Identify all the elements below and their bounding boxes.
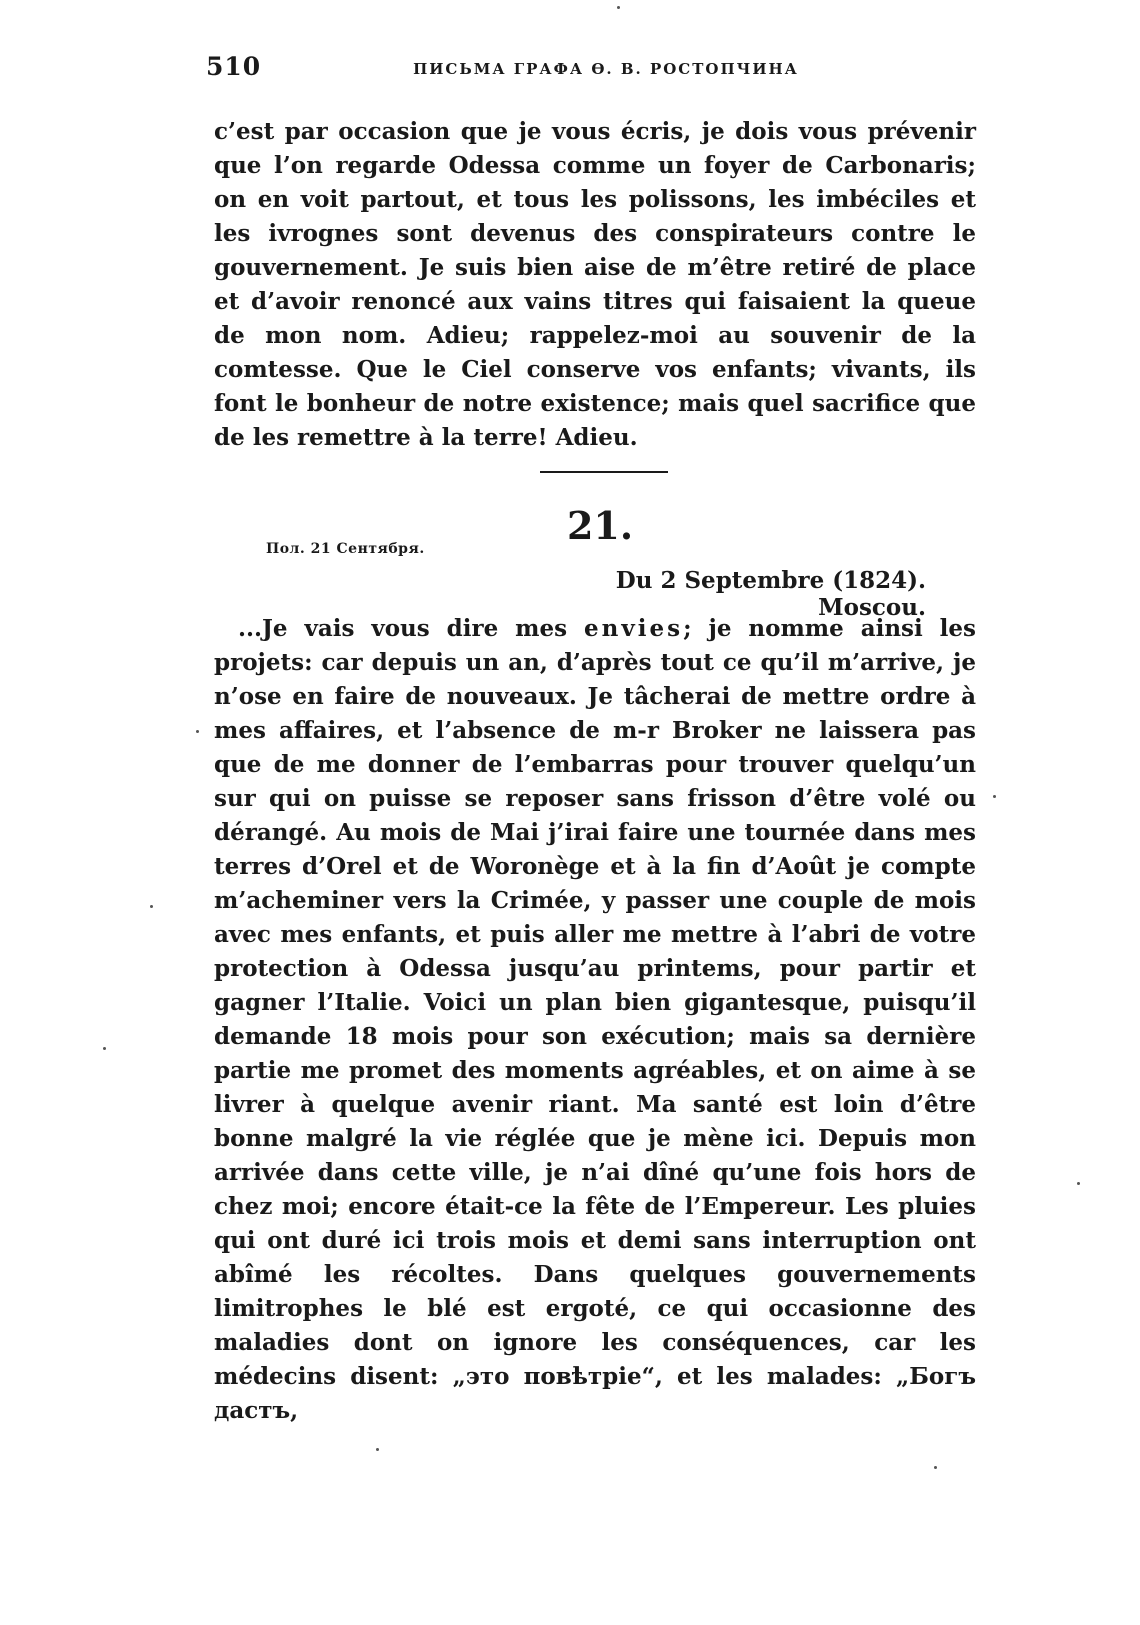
paragraph-body: ; je nomme ainsi les projets: car depuis un an, d’après tout ce qu’il m’arrive, je n’ose en faire de nouveaux. Je tâcherai de mettre ordre à mes affaires, et l’absence de m-r Broker ne laissera pas que de me donner de l’embarras pour trouver quelqu’un sur qui on puisse se reposer sans frisson d’être volé ou dérangé. Au mois de Mai j’irai faire une tournée dans mes terres d’Orel et de Woronège et à la fin d’Août je compte m’acheminer vers la Crimée, y passer une couple de mois avec mes enfants, et puis aller me mettre à l’abri de votre protection à Odessa jusqu’au printems, pour partir et gagner l’Italie. Voici un plan bien gigantesque, puisqu’il demande 18 mois pour son exécution; mais sa dernière partie me promet des moments agréables, et on aime à se livrer à quelque avenir riant. Ma santé est loin d’être bonne malgré la vie réglée que je mène ici. Depuis mon arrivée dans cette ville, je n’ai dîné qu’une fois hors de chez moi; encore était-ce la fête de l’Empereur. Les pluies qui ont duré ici trois mois et demi sans interruption ont abîmé les récoltes. Dans quelques gouvernements limitrophes le blé est ergoté, ce qui occasionne des maladies dont on ignore les conséquences, car les médecins disent: [214,615,976,1390]
running-title: ПИСЬМА ГРАФА Ѳ. В. РОСТОПЧИНА [413,60,799,78]
russian-quote-1: „это повѣтріе“ [452,1363,655,1390]
scan-speck [617,6,620,9]
scan-speck [103,1047,106,1050]
paragraph-body-cont: , et les malades: [654,1363,897,1390]
emphasized-word: envies [584,615,684,642]
letter-number: 21. [566,503,634,548]
scan-speck [934,1466,937,1469]
scan-speck [196,730,199,733]
scan-speck [376,1448,379,1451]
letter-20-closing-paragraph: c’est par occasion que je vous écris, je dois vous prévenir que l’on regarde Odessa comme un foyer de Carbonaris; on en voit partout, et tous les polissons, les imbéciles et les ivrognes sont devenus des conspirateurs contre le gouvernement. Je suis bien aise de m’être retiré de place et d’avoir renoncé aux vains titres qui faisaient la queue de mon nom. Adieu; rappelez-moi au souvenir de la comtesse. Que le Ciel conserve vos enfants; vivants, ils font le bonheur de notre existence; mais quel sacrifice que de les remettre à la terre! Adieu. [214,118,976,451]
scan-speck [1077,1182,1080,1185]
section-separator-rule [540,471,668,473]
letter-21-paragraph [214,612,976,1428]
russian-quote-2: „Богъ дастъ, [214,1363,976,1424]
page-number: 510 [206,52,262,81]
letter-dateline: Du 2 Septembre (1824). Moscou. [615,567,926,621]
received-date-note: Пол. 21 Сентября. [266,541,425,557]
scan-speck [993,795,996,798]
scan-speck [150,905,153,908]
paragraph-lead: ...Je vais vous dire mes [238,615,568,642]
page-header [206,52,976,82]
